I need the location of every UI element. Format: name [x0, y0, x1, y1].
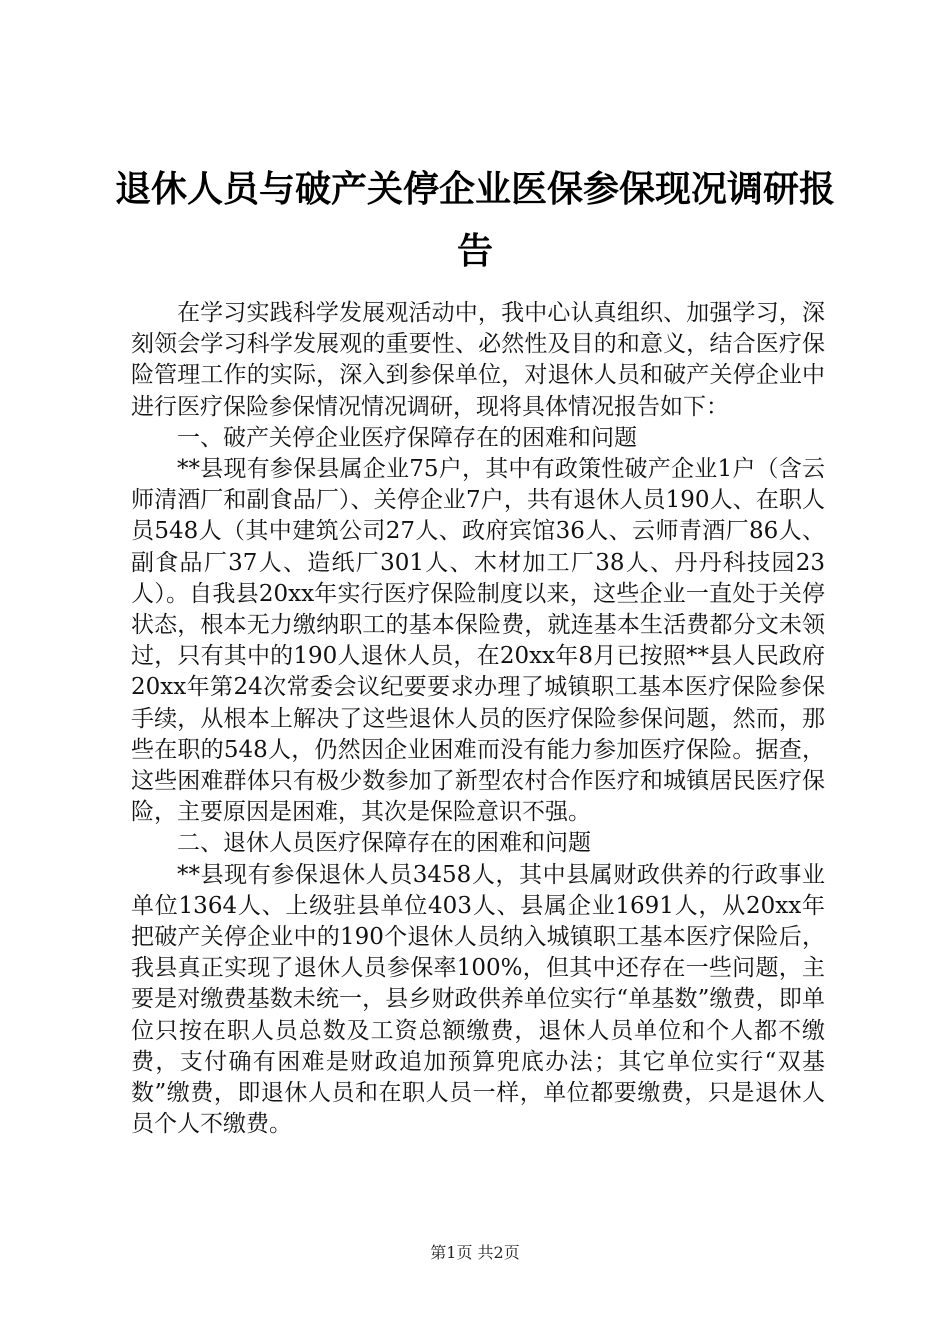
intro-paragraph: 在学习实践科学发展观活动中，我中心认真组织、加强学习，深刻领会学习科学发展观的重要性、必然性及目的和意义，结合医疗保险管理工作的实际，深入到参保单位，对退休人员和破产关停企业中进行医疗保险参保情况情况调研，现将具体情况报告如下：	[131, 300, 825, 420]
section-heading-1: 一、破产关停企业医疗保障存在的困难和问题	[177, 424, 637, 451]
document-body	[131, 298, 825, 1140]
section-1-paragraph: **县现有参保县属企业75户，其中有政策性破产企业1户（含云师清酒厂和副食品厂）、关停企业7户，共有退休人员190人、在职人员548人（其中建筑公司27人、政府宾馆36人、云师青酒厂86人、副食品厂37人、造纸厂301人、木材加工厂38人、丹丹科技园23人）。自我县20xx年实行医疗保险制度以来，这些企业一直处于关停状态，根本无力缴纳职工的基本保险费，就连基本生活费都分文未领过，只有其中的190人退休人员，在20xx年8月已按照**县人民政府20xx年第24次常委会议纪要要求办理了城镇职工基本医疗保险参保手续，从根本上解决了这些退休人员的医疗保险参保问题，然而，那些在职的548人，仍然因企业困难而没有能力参加医疗保险。据查，这些困难群体只有极少数参加了新型农村合作医疗和城镇居民医疗保险，主要原因是困难，其次是保险意识不强。	[131, 456, 825, 826]
page-footer: 第1页 共2页	[430, 1243, 520, 1262]
section-heading-2: 二、退休人员医疗保障存在的困难和问题	[177, 830, 591, 857]
document-title: 退休人员与破产关停企业医保参保现况调研报告	[114, 168, 835, 272]
section-2-paragraph: **县现有参保退休人员3458人，其中县属财政供养的行政事业单位1364人、上级驻县单位403人、县属企业1691人，从20xx年把破产关停企业中的190个退休人员纳入城镇职工基本医疗保险后，我县真正实现了退休人员参保率100%，但其中还存在一些问题，主要是对缴费基数未统一，县乡财政供养单位实行“单基数”缴费，即单位只按在职人员总数及工资总额缴费，退休人员单位和个人都不缴费，支付确有困难是财政追加预算兜底办法；其它单位实行“双基数”缴费，即退休人员和在职人员一样，单位都要缴费，只是退休人员个人不缴费。	[131, 861, 825, 1138]
